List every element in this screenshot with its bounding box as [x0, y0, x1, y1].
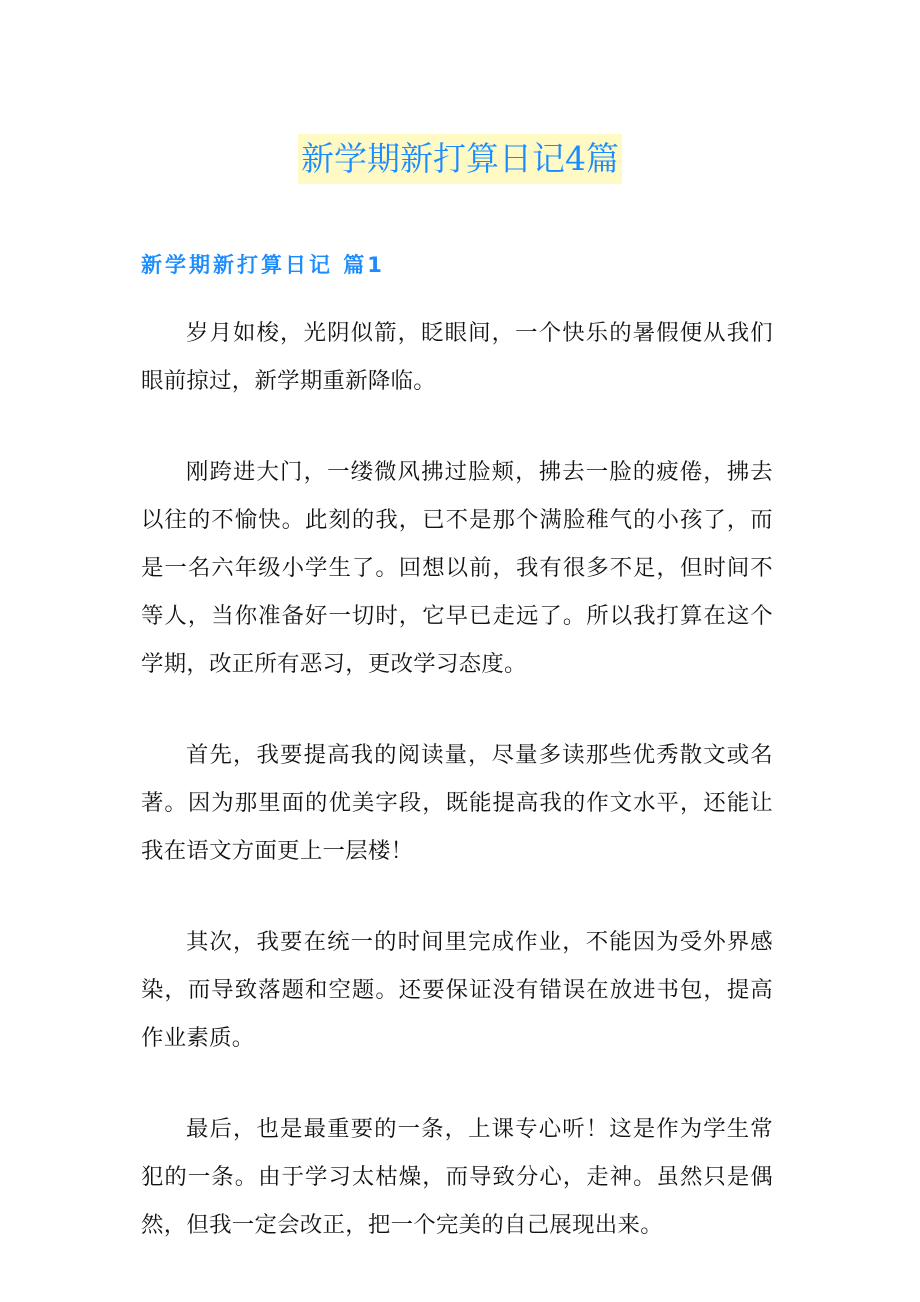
paragraph-1: 岁月如梭，光阴似箭，眨眼间，一个快乐的暑假便从我们眼前掠过，新学期重新降临。 — [141, 320, 773, 394]
paragraph-3: 首先，我要提高我的阅读量，尽量多读那些优秀散文或名著。因为那里面的优美字段，既能提高我的作文水平，还能让我在语文方面更上一层楼！ — [141, 742, 773, 864]
paragraph-4: 其次，我要在统一的时间里完成作业，不能因为受外界感染，而导致落题和空题。还要保证没有错误在放进书包，提高作业素质。 — [141, 929, 773, 1051]
section-heading: 新学期新打算日记 篇1 — [141, 253, 385, 277]
title-container — [0, 134, 920, 184]
paragraph-5: 最后，也是最重要的一条，上课专心听！这是作为学生常犯的一条。由于学习太枯燥，而导致分心，走神。虽然只是偶然，但我一定会改正，把一个完美的自己展现出来。 — [141, 1116, 773, 1238]
document-title: 新学期新打算日记4篇 — [298, 134, 622, 184]
paragraph-2: 刚跨进大门，一缕微风拂过脸颊，拂去一脸的疲倦，拂去以往的不愉快。此刻的我，已不是那个满脸稚气的小孩了，而是一名六年级小学生了。回想以前，我有很多不足，但时间不等人，当你准备好一切时，它早已走远了。所以我打算在这个学期，改正所有恶习，更改学习态度。 — [141, 459, 773, 677]
body-text — [141, 309, 773, 1292]
